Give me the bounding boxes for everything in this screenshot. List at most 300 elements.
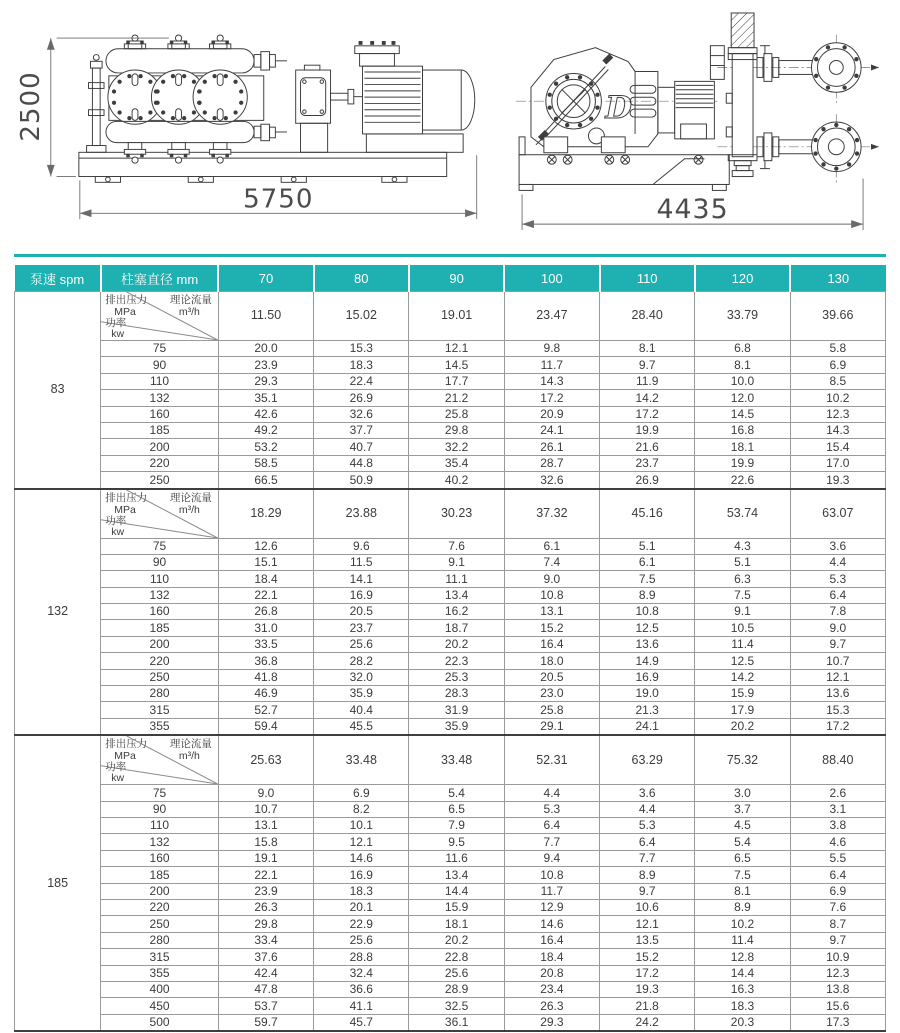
power-value-cell: 7.5	[600, 571, 695, 587]
power-value-cell: 25.6	[409, 965, 504, 981]
dim-length-side: 5750	[243, 184, 314, 215]
power-value-cell: 7.7	[504, 834, 599, 850]
power-value-cell: 11.7	[504, 883, 599, 899]
section-185	[15, 735, 886, 1031]
power-value-cell: 8.1	[600, 341, 695, 357]
power-value-cell: 5.5	[790, 850, 885, 866]
power-value-cell: 37.7	[314, 422, 409, 438]
power-value-cell: 5.3	[790, 571, 885, 587]
pressure-cell: 185	[101, 620, 219, 636]
power-value-cell: 44.8	[314, 455, 409, 471]
spec-table	[14, 265, 886, 1032]
power-value-cell: 10.5	[695, 620, 790, 636]
power-value-cell: 45.7	[314, 1014, 409, 1031]
power-value-cell: 18.0	[504, 653, 599, 669]
power-value-cell: 26.9	[600, 472, 695, 489]
power-value-cell: 28.7	[504, 455, 599, 471]
power-value-cell: 13.4	[409, 867, 504, 883]
power-value-cell: 12.5	[695, 653, 790, 669]
power-value-cell: 9.0	[790, 620, 885, 636]
power-value-cell: 12.1	[314, 834, 409, 850]
power-value-cell: 22.9	[314, 916, 409, 932]
power-value-cell: 11.9	[600, 373, 695, 389]
power-value-cell: 10.6	[600, 899, 695, 915]
power-value-cell: 20.1	[314, 899, 409, 915]
pressure-cell: 90	[101, 801, 219, 817]
power-value-cell: 16.3	[695, 981, 790, 997]
power-value-cell: 31.9	[409, 702, 504, 718]
power-value-cell: 53.7	[218, 998, 313, 1014]
flow-value-cell: 33.48	[409, 735, 504, 785]
pressure-cell: 90	[101, 357, 219, 373]
header-diameter-80: 80	[314, 265, 409, 292]
power-value-cell: 14.2	[695, 669, 790, 685]
power-value-cell: 17.7	[409, 373, 504, 389]
power-value-cell: 8.9	[600, 867, 695, 883]
label-mpa: MPa	[114, 503, 136, 516]
power-value-cell: 13.1	[504, 604, 599, 620]
pressure-cell: 110	[101, 817, 219, 833]
power-value-cell: 9.7	[790, 932, 885, 948]
power-value-cell: 10.0	[695, 373, 790, 389]
power-value-cell: 12.1	[409, 341, 504, 357]
power-value-cell: 14.1	[314, 571, 409, 587]
power-value-cell: 14.3	[504, 373, 599, 389]
pressure-cell: 355	[101, 718, 219, 735]
power-value-cell: 35.9	[409, 718, 504, 735]
power-value-cell: 22.1	[218, 867, 313, 883]
power-value-cell: 20.5	[504, 669, 599, 685]
power-value-cell: 12.1	[600, 916, 695, 932]
power-row	[15, 949, 886, 965]
accent-rule	[14, 254, 886, 257]
speed-cell: 132	[15, 489, 101, 736]
flow-value-cell: 23.47	[504, 292, 599, 341]
power-value-cell: 19.9	[600, 422, 695, 438]
power-value-cell: 3.7	[695, 801, 790, 817]
power-value-cell: 9.5	[409, 834, 504, 850]
power-value-cell: 36.6	[314, 981, 409, 997]
power-value-cell: 16.4	[504, 636, 599, 652]
drawings-row	[14, 10, 886, 250]
power-value-cell: 7.4	[504, 554, 599, 570]
power-value-cell: 5.3	[600, 817, 695, 833]
power-value-cell: 40.4	[314, 702, 409, 718]
power-row	[15, 899, 886, 915]
header-diameter-90: 90	[409, 265, 504, 292]
flow-value-cell: 11.50	[218, 292, 313, 341]
power-value-cell: 10.8	[504, 867, 599, 883]
power-value-cell: 15.3	[314, 341, 409, 357]
pressure-cell: 250	[101, 669, 219, 685]
power-value-cell: 10.9	[790, 949, 885, 965]
power-value-cell: 8.9	[695, 899, 790, 915]
power-value-cell: 15.9	[695, 686, 790, 702]
power-row	[15, 636, 886, 652]
power-value-cell: 46.9	[218, 686, 313, 702]
label-discharge-pressure: 排出压力	[105, 294, 148, 306]
pressure-cell: 220	[101, 899, 219, 915]
power-value-cell: 53.2	[218, 439, 313, 455]
power-value-cell: 8.9	[600, 587, 695, 603]
power-value-cell: 29.3	[218, 373, 313, 389]
label-m3h: m³/h	[178, 750, 200, 763]
power-row	[15, 932, 886, 948]
power-value-cell: 18.7	[409, 620, 504, 636]
power-value-cell: 15.6	[790, 998, 885, 1014]
power-value-cell: 28.9	[409, 981, 504, 997]
power-value-cell: 29.8	[409, 422, 504, 438]
power-value-cell: 36.1	[409, 1014, 504, 1031]
power-value-cell: 32.6	[504, 472, 599, 489]
header-diameter-110: 110	[600, 265, 695, 292]
label-mpa: MPa	[114, 306, 136, 318]
power-value-cell: 15.4	[790, 439, 885, 455]
power-value-cell: 6.9	[790, 357, 885, 373]
power-value-cell: 8.2	[314, 801, 409, 817]
power-value-cell: 10.7	[790, 653, 885, 669]
power-value-cell: 19.3	[600, 981, 695, 997]
flow-value-cell: 75.32	[695, 735, 790, 785]
power-value-cell: 22.3	[409, 653, 504, 669]
power-value-cell: 5.1	[600, 538, 695, 554]
header-pump-speed: 泵速 spm	[15, 265, 101, 292]
pressure-cell: 280	[101, 932, 219, 948]
power-value-cell: 7.9	[409, 817, 504, 833]
pressure-cell: 110	[101, 571, 219, 587]
power-value-cell: 4.4	[790, 554, 885, 570]
pressure-cell: 220	[101, 455, 219, 471]
power-value-cell: 10.2	[695, 916, 790, 932]
power-value-cell: 14.5	[409, 357, 504, 373]
power-value-cell: 6.4	[790, 587, 885, 603]
power-value-cell: 18.3	[695, 998, 790, 1014]
pressure-cell: 75	[101, 785, 219, 801]
power-value-cell: 52.7	[218, 702, 313, 718]
flow-value-cell: 25.63	[218, 735, 313, 785]
power-value-cell: 15.1	[218, 554, 313, 570]
power-row	[15, 472, 886, 489]
power-value-cell: 36.8	[218, 653, 313, 669]
header-plunger-diameter: 柱塞直径 mm	[101, 265, 219, 292]
power-value-cell: 3.8	[790, 817, 885, 833]
power-value-cell: 23.7	[314, 620, 409, 636]
power-row	[15, 587, 886, 603]
flow-value-cell: 39.66	[790, 292, 885, 341]
power-value-cell: 5.4	[695, 834, 790, 850]
pressure-cell: 200	[101, 883, 219, 899]
power-value-cell: 18.4	[218, 571, 313, 587]
power-value-cell: 9.8	[504, 341, 599, 357]
speed-cell: 185	[15, 735, 101, 1031]
power-value-cell: 20.2	[409, 932, 504, 948]
label-power: 功率	[105, 317, 127, 329]
power-value-cell: 37.6	[218, 949, 313, 965]
power-value-cell: 20.2	[695, 718, 790, 735]
power-value-cell: 7.7	[600, 850, 695, 866]
power-value-cell: 23.4	[504, 981, 599, 997]
power-row	[15, 669, 886, 685]
power-value-cell: 9.7	[600, 883, 695, 899]
power-row	[15, 604, 886, 620]
dim-height: 2500	[16, 71, 47, 142]
power-value-cell: 32.4	[314, 965, 409, 981]
power-value-cell: 12.5	[600, 620, 695, 636]
power-value-cell: 59.7	[218, 1014, 313, 1031]
power-value-cell: 20.0	[218, 341, 313, 357]
pressure-cell: 160	[101, 406, 219, 422]
power-row	[15, 686, 886, 702]
power-value-cell: 16.9	[600, 669, 695, 685]
power-value-cell: 21.6	[600, 439, 695, 455]
power-row	[15, 554, 886, 570]
power-row	[15, 834, 886, 850]
power-row	[15, 817, 886, 833]
power-value-cell: 20.3	[695, 1014, 790, 1031]
power-value-cell: 18.1	[409, 916, 504, 932]
power-value-cell: 8.5	[790, 373, 885, 389]
power-value-cell: 17.2	[790, 718, 885, 735]
power-value-cell: 25.3	[409, 669, 504, 685]
power-value-cell: 6.4	[600, 834, 695, 850]
flow-value-cell: 37.32	[504, 489, 599, 539]
flow-value-cell: 63.07	[790, 489, 885, 539]
power-value-cell: 29.8	[218, 916, 313, 932]
power-value-cell: 3.6	[790, 538, 885, 554]
power-value-cell: 11.5	[314, 554, 409, 570]
power-value-cell: 16.8	[695, 422, 790, 438]
pressure-cell: 450	[101, 998, 219, 1014]
power-value-cell: 49.2	[218, 422, 313, 438]
power-value-cell: 23.9	[218, 883, 313, 899]
power-value-cell: 45.5	[314, 718, 409, 735]
power-value-cell: 15.2	[600, 949, 695, 965]
power-value-cell: 6.4	[504, 817, 599, 833]
flow-value-cell: 19.01	[409, 292, 504, 341]
label-theoretical-flow: 理论流量	[169, 738, 212, 751]
label-m3h: m³/h	[178, 503, 200, 516]
label-power: 功率	[105, 514, 127, 527]
pressure-cell: 185	[101, 422, 219, 438]
power-row	[15, 571, 886, 587]
power-row	[15, 867, 886, 883]
power-value-cell: 20.2	[409, 636, 504, 652]
power-value-cell: 13.6	[790, 686, 885, 702]
power-value-cell: 13.6	[600, 636, 695, 652]
power-value-cell: 31.0	[218, 620, 313, 636]
power-value-cell: 32.5	[409, 998, 504, 1014]
power-value-cell: 7.6	[409, 538, 504, 554]
power-value-cell: 26.1	[504, 439, 599, 455]
power-row	[15, 620, 886, 636]
power-value-cell: 35.1	[218, 390, 313, 406]
power-value-cell: 40.2	[409, 472, 504, 489]
power-value-cell: 7.6	[790, 899, 885, 915]
power-value-cell: 7.5	[695, 587, 790, 603]
pressure-cell: 160	[101, 850, 219, 866]
power-value-cell: 42.4	[218, 965, 313, 981]
pressure-cell: 315	[101, 702, 219, 718]
power-value-cell: 13.1	[218, 817, 313, 833]
power-value-cell: 4.4	[600, 801, 695, 817]
power-value-cell: 20.9	[504, 406, 599, 422]
power-value-cell: 9.1	[695, 604, 790, 620]
power-value-cell: 17.0	[790, 455, 885, 471]
power-row	[15, 455, 886, 471]
power-value-cell: 14.3	[790, 422, 885, 438]
power-value-cell: 14.4	[409, 883, 504, 899]
power-value-cell: 66.5	[218, 472, 313, 489]
pressure-cell: 132	[101, 390, 219, 406]
power-value-cell: 4.4	[504, 785, 599, 801]
power-value-cell: 59.4	[218, 718, 313, 735]
power-row	[15, 357, 886, 373]
power-value-cell: 47.8	[218, 981, 313, 997]
power-row	[15, 981, 886, 997]
power-value-cell: 9.6	[314, 538, 409, 554]
power-value-cell: 15.9	[409, 899, 504, 915]
power-value-cell: 4.3	[695, 538, 790, 554]
pressure-cell: 250	[101, 472, 219, 489]
power-value-cell: 10.8	[600, 604, 695, 620]
pressure-cell: 132	[101, 834, 219, 850]
power-value-cell: 28.2	[314, 653, 409, 669]
power-value-cell: 12.6	[218, 538, 313, 554]
power-value-cell: 16.4	[504, 932, 599, 948]
power-value-cell: 15.3	[790, 702, 885, 718]
flow-value-cell: 28.40	[600, 292, 695, 341]
power-value-cell: 15.8	[218, 834, 313, 850]
header-diameter-120: 120	[695, 265, 790, 292]
power-value-cell: 9.0	[218, 785, 313, 801]
power-value-cell: 5.1	[695, 554, 790, 570]
power-value-cell: 19.3	[790, 472, 885, 489]
flow-value-cell: 33.79	[695, 292, 790, 341]
power-value-cell: 8.7	[790, 916, 885, 932]
pressure-cell: 220	[101, 653, 219, 669]
flow-value-cell: 63.29	[600, 735, 695, 785]
power-value-cell: 3.1	[790, 801, 885, 817]
power-value-cell: 11.4	[695, 636, 790, 652]
power-value-cell: 32.0	[314, 669, 409, 685]
power-value-cell: 16.9	[314, 587, 409, 603]
power-value-cell: 24.2	[600, 1014, 695, 1031]
pump-end-view-drawing	[514, 10, 886, 238]
power-value-cell: 9.7	[790, 636, 885, 652]
label-kw: kw	[111, 772, 125, 785]
diagonal-header-cell	[101, 292, 219, 341]
power-value-cell: 9.1	[409, 554, 504, 570]
table-header	[15, 265, 886, 292]
pressure-cell: 280	[101, 686, 219, 702]
power-value-cell: 17.3	[790, 1014, 885, 1031]
label-discharge-pressure: 排出压力	[105, 738, 148, 751]
power-value-cell: 13.4	[409, 587, 504, 603]
power-value-cell: 6.9	[314, 785, 409, 801]
dim-length-end: 4435	[656, 194, 729, 226]
speed-cell: 83	[15, 292, 101, 489]
power-value-cell: 23.9	[218, 357, 313, 373]
power-value-cell: 5.4	[409, 785, 504, 801]
power-row	[15, 702, 886, 718]
power-value-cell: 17.2	[504, 390, 599, 406]
power-value-cell: 13.8	[790, 981, 885, 997]
power-value-cell: 12.3	[790, 965, 885, 981]
power-value-cell: 2.6	[790, 785, 885, 801]
power-row	[15, 718, 886, 735]
pressure-cell: 185	[101, 867, 219, 883]
label-power: 功率	[105, 761, 127, 774]
label-theoretical-flow: 理论流量	[169, 491, 212, 504]
power-value-cell: 6.1	[504, 538, 599, 554]
power-value-cell: 9.4	[504, 850, 599, 866]
power-value-cell: 22.4	[314, 373, 409, 389]
power-value-cell: 6.5	[695, 850, 790, 866]
pressure-cell: 90	[101, 554, 219, 570]
power-value-cell: 41.1	[314, 998, 409, 1014]
flow-value-cell: 30.23	[409, 489, 504, 539]
flow-value-cell: 23.88	[314, 489, 409, 539]
pressure-cell: 75	[101, 341, 219, 357]
power-value-cell: 10.1	[314, 817, 409, 833]
power-value-cell: 12.3	[790, 406, 885, 422]
flow-value-cell: 52.31	[504, 735, 599, 785]
pressure-cell: 75	[101, 538, 219, 554]
power-value-cell: 16.2	[409, 604, 504, 620]
power-value-cell: 3.6	[600, 785, 695, 801]
power-value-cell: 40.7	[314, 439, 409, 455]
power-value-cell: 21.8	[600, 998, 695, 1014]
pressure-cell: 315	[101, 949, 219, 965]
power-value-cell: 14.6	[314, 850, 409, 866]
power-value-cell: 18.3	[314, 883, 409, 899]
power-value-cell: 20.5	[314, 604, 409, 620]
power-value-cell: 21.3	[600, 702, 695, 718]
power-value-cell: 11.4	[695, 932, 790, 948]
power-row	[15, 422, 886, 438]
power-row	[15, 653, 886, 669]
power-row	[15, 785, 886, 801]
power-value-cell: 24.1	[504, 422, 599, 438]
power-value-cell: 7.5	[695, 867, 790, 883]
power-value-cell: 11.7	[504, 357, 599, 373]
label-mpa: MPa	[114, 750, 136, 763]
power-value-cell: 25.6	[314, 636, 409, 652]
power-value-cell: 12.0	[695, 390, 790, 406]
header-diameter-70: 70	[218, 265, 313, 292]
power-value-cell: 5.8	[790, 341, 885, 357]
power-row	[15, 801, 886, 817]
pressure-cell: 132	[101, 587, 219, 603]
power-value-cell: 14.5	[695, 406, 790, 422]
pressure-cell: 500	[101, 1014, 219, 1031]
pressure-cell: 110	[101, 373, 219, 389]
power-value-cell: 25.8	[409, 406, 504, 422]
power-value-cell: 32.2	[409, 439, 504, 455]
power-value-cell: 3.0	[695, 785, 790, 801]
power-value-cell: 15.2	[504, 620, 599, 636]
power-row	[15, 883, 886, 899]
power-value-cell: 28.8	[314, 949, 409, 965]
pressure-cell: 355	[101, 965, 219, 981]
power-value-cell: 17.2	[600, 965, 695, 981]
power-value-cell: 23.0	[504, 686, 599, 702]
power-value-cell: 8.1	[695, 883, 790, 899]
power-value-cell: 10.2	[790, 390, 885, 406]
power-row	[15, 998, 886, 1014]
power-value-cell: 11.1	[409, 571, 504, 587]
label-kw: kw	[111, 525, 125, 538]
